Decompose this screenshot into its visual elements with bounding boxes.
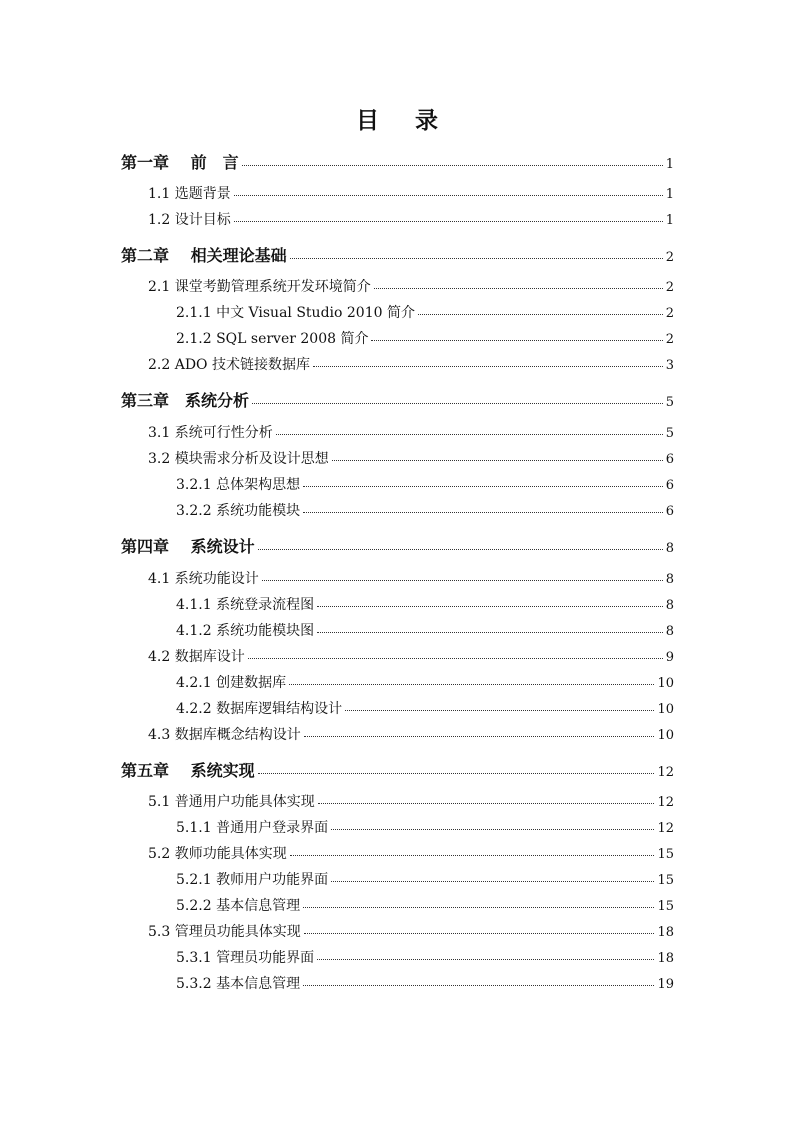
toc-entry-label: 1.2 设计目标: [148, 212, 231, 228]
toc-entry-label: 5.3 管理员功能具体实现: [148, 924, 301, 940]
toc-page-number: 1: [665, 157, 674, 172]
toc-entry-label: 2.2 ADO 技术链接数据库: [148, 357, 310, 373]
toc-dot-leader: [290, 854, 655, 856]
toc-page-number: 8: [665, 598, 674, 613]
toc-subsection-entry[interactable]: [176, 672, 674, 692]
toc-dot-leader: [234, 220, 663, 222]
toc-dot-leader: [262, 579, 663, 581]
toc-page-number: 6: [665, 478, 674, 493]
toc-subsection-entry[interactable]: [176, 594, 674, 614]
toc-entry-label: 第五章 系统实现: [121, 761, 255, 780]
toc-section-entry[interactable]: [148, 843, 674, 863]
toc-entry-label: 4.3 数据库概念结构设计: [148, 727, 301, 743]
toc-dot-leader: [303, 906, 654, 908]
toc-section-entry[interactable]: [148, 422, 674, 442]
toc-section-entry[interactable]: [148, 183, 674, 203]
toc-page-number: 5: [665, 426, 674, 441]
toc-page-number: 15: [657, 873, 674, 888]
toc-entry-label: 4.2 数据库设计: [148, 649, 245, 665]
toc-entry-label: 4.2.2 数据库逻辑结构设计: [176, 701, 343, 717]
toc-page-number: 2: [665, 280, 674, 295]
toc-section-entry[interactable]: [148, 791, 674, 811]
toc-subsection-entry[interactable]: [176, 620, 674, 640]
toc-dot-leader: [304, 735, 655, 737]
toc-page-number: 15: [657, 847, 674, 862]
toc-entry-label: 5.3.2 基本信息管理: [176, 976, 301, 992]
toc-page-number: 1: [665, 187, 674, 202]
page-title: 目 录: [355, 107, 452, 134]
toc-chapter-entry[interactable]: [121, 243, 674, 266]
toc-entry-label: 4.1.1 系统登录流程图: [176, 597, 315, 613]
toc-dot-leader: [318, 802, 655, 804]
toc-dot-leader: [332, 459, 663, 461]
toc-subsection-entry[interactable]: [176, 869, 674, 889]
toc-page-number: 15: [657, 899, 674, 914]
toc-entry-label: 4.2.1 创建数据库: [176, 675, 287, 691]
toc-dot-leader: [317, 958, 654, 960]
toc-chapter-entry[interactable]: [121, 534, 674, 557]
toc-entry-label: 3.2.2 系统功能模块: [176, 503, 301, 519]
toc-entry-label: 3.1 系统可行性分析: [148, 425, 273, 441]
toc-entry-label: 2.1.1 中文 Visual Studio 2010 简介: [176, 305, 415, 321]
toc-dot-leader: [317, 605, 663, 607]
toc-entry-label: 1.1 选题背景: [148, 186, 231, 202]
toc-subsection-entry[interactable]: [176, 302, 674, 322]
toc-subsection-entry[interactable]: [176, 973, 674, 993]
toc-page-number: 12: [657, 821, 674, 836]
toc-dot-leader: [331, 880, 654, 882]
toc-section-entry[interactable]: [148, 724, 674, 744]
toc-entry-label: 第三章 系统分析: [121, 391, 250, 410]
toc-entry-label: 5.2.1 教师用户功能界面: [176, 872, 329, 888]
toc-subsection-entry[interactable]: [176, 474, 674, 494]
toc-dot-leader: [374, 287, 663, 289]
toc-subsection-entry[interactable]: [176, 947, 674, 967]
toc-chapter-entry[interactable]: [121, 758, 674, 781]
toc-entry-label: 5.3.1 管理员功能界面: [176, 950, 315, 966]
toc-dot-leader: [289, 683, 654, 685]
toc-entry-label: 3.2.1 总体架构思想: [176, 477, 301, 493]
toc-dot-leader: [345, 709, 654, 711]
toc-subsection-entry[interactable]: [176, 895, 674, 915]
toc-subsection-entry[interactable]: [176, 817, 674, 837]
toc-entry-label: 3.2 模块需求分析及设计思想: [148, 451, 329, 467]
toc-dot-leader: [258, 548, 663, 550]
toc-section-entry[interactable]: [148, 276, 674, 296]
toc-page-number: 2: [665, 332, 674, 347]
toc-section-entry[interactable]: [148, 921, 674, 941]
toc-entry-label: 4.1.2 系统功能模块图: [176, 623, 315, 639]
toc-page-number: 18: [657, 951, 674, 966]
toc-dot-leader: [303, 984, 654, 986]
toc-dot-leader: [303, 485, 663, 487]
toc-dot-leader: [248, 657, 663, 659]
toc-dot-leader: [304, 932, 655, 934]
toc-dot-leader: [242, 164, 663, 166]
toc-dot-leader: [331, 828, 654, 830]
toc-page-number: 3: [665, 358, 674, 373]
toc-dot-leader: [418, 313, 663, 315]
toc-page-number: 6: [665, 504, 674, 519]
toc-page-number: 12: [657, 795, 674, 810]
toc-page-number: 18: [657, 925, 674, 940]
toc-page-number: 5: [665, 395, 674, 410]
toc-subsection-entry[interactable]: [176, 328, 674, 348]
toc-page-number: 8: [665, 541, 674, 556]
toc-section-entry[interactable]: [148, 646, 674, 666]
toc-section-entry[interactable]: [148, 448, 674, 468]
toc-page-number: 10: [657, 728, 674, 743]
toc-entry-label: 5.1 普通用户功能具体实现: [148, 794, 315, 810]
toc-entry-label: 4.1 系统功能设计: [148, 571, 259, 587]
toc-section-entry[interactable]: [148, 354, 674, 374]
toc-chapter-entry[interactable]: [121, 150, 674, 173]
toc-page-number: 19: [657, 977, 674, 992]
toc-page-number: 10: [657, 676, 674, 691]
toc-dot-leader: [234, 194, 663, 196]
toc-page-number: 6: [665, 452, 674, 467]
toc-entry-label: 第二章 相关理论基础: [121, 246, 287, 265]
toc-entry-label: 第四章 系统设计: [121, 537, 255, 556]
toc-subsection-entry[interactable]: [176, 500, 674, 520]
toc-dot-leader: [371, 339, 662, 341]
toc-entry-label: 5.1.1 普通用户登录界面: [176, 820, 329, 836]
toc-dot-leader: [258, 772, 655, 774]
toc-dot-leader: [317, 631, 663, 633]
toc-dot-leader: [303, 511, 663, 513]
toc-dot-leader: [313, 365, 663, 367]
toc-page-number: 2: [665, 306, 674, 321]
toc-page-number: 8: [665, 572, 674, 587]
toc-page-number: 8: [665, 624, 674, 639]
toc-dot-leader: [290, 257, 663, 259]
toc-page-number: 9: [665, 650, 674, 665]
toc-page-number: 10: [657, 702, 674, 717]
toc-entry-label: 2.1.2 SQL server 2008 简介: [176, 331, 369, 347]
toc-entry-label: 5.2 教师功能具体实现: [148, 846, 287, 862]
toc-page-number: 2: [665, 250, 674, 265]
toc-section-entry[interactable]: [148, 209, 674, 229]
toc-entry-label: 2.1 课堂考勤管理系统开发环境简介: [148, 279, 371, 295]
toc-entry-label: 第一章 前 言: [121, 153, 239, 172]
toc-entry-label: 5.2.2 基本信息管理: [176, 898, 301, 914]
toc-section-entry[interactable]: [148, 568, 674, 588]
toc-page-number: 1: [665, 213, 674, 228]
toc-subsection-entry[interactable]: [176, 698, 674, 718]
toc-page-number: 12: [657, 765, 674, 780]
toc-dot-leader: [276, 433, 663, 435]
toc-chapter-entry[interactable]: [121, 388, 674, 411]
toc-dot-leader: [252, 402, 663, 404]
